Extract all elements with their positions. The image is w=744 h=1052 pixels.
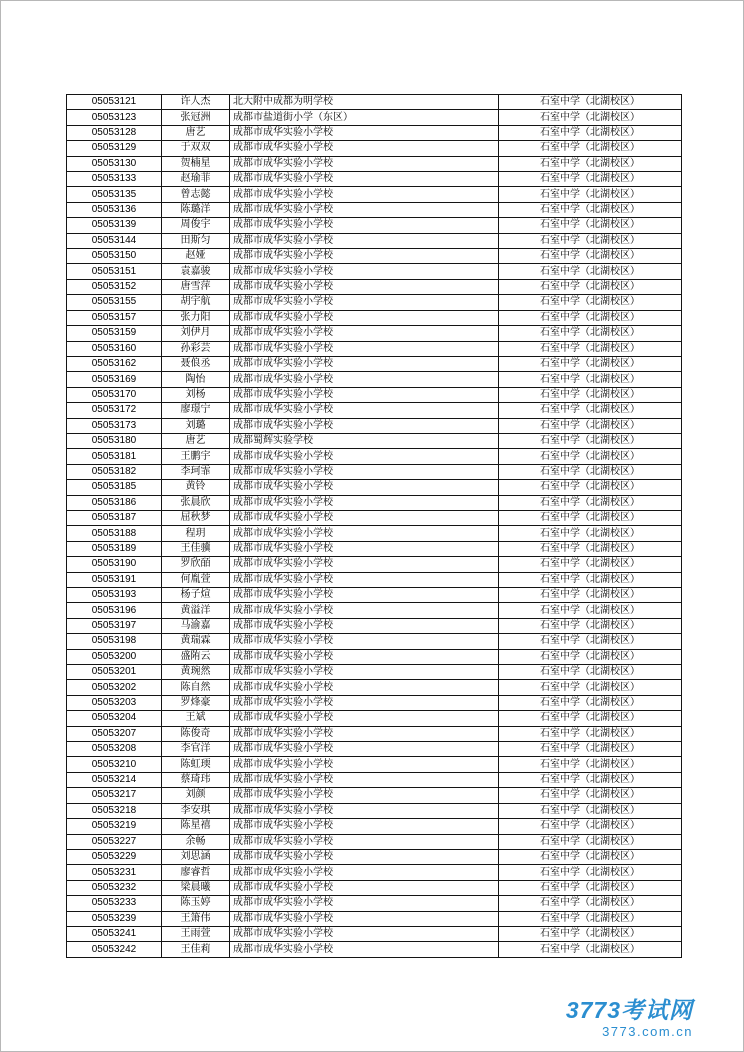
cell-school: 成都市成华实验小学校 bbox=[230, 403, 499, 418]
cell-destination: 石室中学（北湖校区） bbox=[499, 464, 682, 479]
cell-id: 05053159 bbox=[67, 326, 162, 341]
cell-school: 成都市成华实验小学校 bbox=[230, 264, 499, 279]
table-row bbox=[67, 110, 682, 125]
cell-id: 05053121 bbox=[67, 95, 162, 110]
cell-name: 黄溢洋 bbox=[162, 603, 230, 618]
table-row bbox=[67, 372, 682, 387]
cell-school: 成都市成华实验小学校 bbox=[230, 279, 499, 294]
cell-name: 蔡琦玮 bbox=[162, 772, 230, 787]
cell-destination: 石室中学（北湖校区） bbox=[499, 603, 682, 618]
table-row bbox=[67, 711, 682, 726]
cell-destination: 石室中学（北湖校区） bbox=[499, 849, 682, 864]
table-row bbox=[67, 849, 682, 864]
table-row bbox=[67, 403, 682, 418]
cell-id: 05053139 bbox=[67, 218, 162, 233]
cell-school: 成都市成华实验小学校 bbox=[230, 834, 499, 849]
cell-id: 05053233 bbox=[67, 896, 162, 911]
cell-id: 05053200 bbox=[67, 649, 162, 664]
cell-name: 余畅 bbox=[162, 834, 230, 849]
table-row bbox=[67, 942, 682, 958]
cell-name: 周俊宇 bbox=[162, 218, 230, 233]
cell-destination: 石室中学（北湖校区） bbox=[499, 418, 682, 433]
cell-name: 唐艺 bbox=[162, 433, 230, 448]
cell-id: 05053188 bbox=[67, 526, 162, 541]
cell-name: 王斌 bbox=[162, 711, 230, 726]
cell-destination: 石室中学（北湖校区） bbox=[499, 911, 682, 926]
cell-school: 成都市盐道街小学（东区） bbox=[230, 110, 499, 125]
cell-name: 陈星禧 bbox=[162, 819, 230, 834]
cell-destination: 石室中学（北湖校区） bbox=[499, 510, 682, 525]
cell-id: 05053189 bbox=[67, 541, 162, 556]
table-row bbox=[67, 757, 682, 772]
cell-name: 李官洋 bbox=[162, 742, 230, 757]
cell-destination: 石室中学（北湖校区） bbox=[499, 202, 682, 217]
cell-destination: 石室中学（北湖校区） bbox=[499, 387, 682, 402]
cell-name: 杨子煊 bbox=[162, 588, 230, 603]
cell-name: 孙彩芸 bbox=[162, 341, 230, 356]
cell-school: 成都市成华实验小学校 bbox=[230, 557, 499, 572]
cell-id: 05053180 bbox=[67, 433, 162, 448]
cell-school: 成都市成华实验小学校 bbox=[230, 341, 499, 356]
cell-school: 成都市成华实验小学校 bbox=[230, 326, 499, 341]
cell-name: 李珂霏 bbox=[162, 464, 230, 479]
table-row bbox=[67, 387, 682, 402]
cell-name: 刘璐 bbox=[162, 418, 230, 433]
cell-id: 05053229 bbox=[67, 849, 162, 864]
cell-destination: 石室中学（北湖校区） bbox=[499, 649, 682, 664]
cell-destination: 石室中学（北湖校区） bbox=[499, 356, 682, 371]
cell-name: 袁嘉骏 bbox=[162, 264, 230, 279]
cell-id: 05053242 bbox=[67, 942, 162, 958]
table-row bbox=[67, 649, 682, 664]
table-row bbox=[67, 95, 682, 110]
cell-id: 05053160 bbox=[67, 341, 162, 356]
cell-id: 05053144 bbox=[67, 233, 162, 248]
cell-name: 陶怡 bbox=[162, 372, 230, 387]
cell-id: 05053186 bbox=[67, 495, 162, 510]
cell-school: 成都市成华实验小学校 bbox=[230, 603, 499, 618]
table-row bbox=[67, 588, 682, 603]
cell-id: 05053198 bbox=[67, 634, 162, 649]
table-row bbox=[67, 418, 682, 433]
cell-school: 成都市成华实验小学校 bbox=[230, 803, 499, 818]
cell-name: 陈自然 bbox=[162, 680, 230, 695]
cell-id: 05053214 bbox=[67, 772, 162, 787]
cell-destination: 石室中学（北湖校区） bbox=[499, 326, 682, 341]
cell-school: 成都市成华实验小学校 bbox=[230, 649, 499, 664]
cell-destination: 石室中学（北湖校区） bbox=[499, 680, 682, 695]
cell-destination: 石室中学（北湖校区） bbox=[499, 110, 682, 125]
cell-name: 黄铃 bbox=[162, 480, 230, 495]
cell-id: 05053169 bbox=[67, 372, 162, 387]
cell-id: 05053203 bbox=[67, 695, 162, 710]
cell-id: 05053193 bbox=[67, 588, 162, 603]
cell-school: 成都市成华实验小学校 bbox=[230, 849, 499, 864]
cell-id: 05053151 bbox=[67, 264, 162, 279]
cell-school: 成都市成华实验小学校 bbox=[230, 634, 499, 649]
cell-destination: 石室中学（北湖校区） bbox=[499, 141, 682, 156]
table-row bbox=[67, 680, 682, 695]
table-row bbox=[67, 834, 682, 849]
cell-destination: 石室中学（北湖校区） bbox=[499, 634, 682, 649]
cell-id: 05053182 bbox=[67, 464, 162, 479]
cell-name: 王佳莉 bbox=[162, 942, 230, 958]
cell-destination: 石室中学（北湖校区） bbox=[499, 942, 682, 958]
cell-school: 成都市成华实验小学校 bbox=[230, 695, 499, 710]
cell-name: 李安琪 bbox=[162, 803, 230, 818]
cell-destination: 石室中学（北湖校区） bbox=[499, 557, 682, 572]
table-row bbox=[67, 541, 682, 556]
cell-school: 成都市成华实验小学校 bbox=[230, 742, 499, 757]
cell-destination: 石室中学（北湖校区） bbox=[499, 95, 682, 110]
cell-name: 罗烽豪 bbox=[162, 695, 230, 710]
cell-id: 05053123 bbox=[67, 110, 162, 125]
table-row bbox=[67, 187, 682, 202]
cell-destination: 石室中学（北湖校区） bbox=[499, 588, 682, 603]
cell-name: 赵瑜菲 bbox=[162, 172, 230, 187]
table-row bbox=[67, 772, 682, 787]
watermark bbox=[566, 998, 693, 1039]
table-row bbox=[67, 480, 682, 495]
cell-school: 成都市成华实验小学校 bbox=[230, 880, 499, 895]
table-row bbox=[67, 726, 682, 741]
cell-destination: 石室中学（北湖校区） bbox=[499, 218, 682, 233]
cell-destination: 石室中学（北湖校区） bbox=[499, 726, 682, 741]
cell-id: 05053129 bbox=[67, 141, 162, 156]
cell-id: 05053172 bbox=[67, 403, 162, 418]
cell-destination: 石室中学（北湖校区） bbox=[499, 233, 682, 248]
cell-name: 梁晨曦 bbox=[162, 880, 230, 895]
cell-id: 05053204 bbox=[67, 711, 162, 726]
cell-school: 成都市成华实验小学校 bbox=[230, 172, 499, 187]
cell-name: 胡宇航 bbox=[162, 295, 230, 310]
cell-name: 曾志懿 bbox=[162, 187, 230, 202]
cell-name: 黄琬然 bbox=[162, 665, 230, 680]
cell-name: 廖睿哲 bbox=[162, 865, 230, 880]
cell-school: 成都市成华实验小学校 bbox=[230, 680, 499, 695]
cell-destination: 石室中学（北湖校区） bbox=[499, 495, 682, 510]
cell-school: 成都市成华实验小学校 bbox=[230, 926, 499, 941]
cell-destination: 石室中学（北湖校区） bbox=[499, 156, 682, 171]
cell-name: 唐雪萍 bbox=[162, 279, 230, 294]
cell-name: 王鹏宇 bbox=[162, 449, 230, 464]
cell-name: 王箫伟 bbox=[162, 911, 230, 926]
cell-school: 成都市成华实验小学校 bbox=[230, 156, 499, 171]
cell-school: 成都市成华实验小学校 bbox=[230, 372, 499, 387]
cell-id: 05053173 bbox=[67, 418, 162, 433]
table-row bbox=[67, 464, 682, 479]
cell-name: 黄瑞霖 bbox=[162, 634, 230, 649]
table-row bbox=[67, 819, 682, 834]
cell-id: 05053196 bbox=[67, 603, 162, 618]
cell-id: 05053130 bbox=[67, 156, 162, 171]
table-row bbox=[67, 557, 682, 572]
cell-name: 田斯匀 bbox=[162, 233, 230, 248]
cell-destination: 石室中学（北湖校区） bbox=[499, 372, 682, 387]
cell-name: 何胤萱 bbox=[162, 572, 230, 587]
table-row bbox=[67, 218, 682, 233]
table-row bbox=[67, 911, 682, 926]
cell-id: 05053201 bbox=[67, 665, 162, 680]
table-row bbox=[67, 526, 682, 541]
cell-school: 成都市成华实验小学校 bbox=[230, 711, 499, 726]
cell-id: 05053155 bbox=[67, 295, 162, 310]
cell-name: 贺楠星 bbox=[162, 156, 230, 171]
cell-destination: 石室中学（北湖校区） bbox=[499, 695, 682, 710]
cell-school: 成都市成华实验小学校 bbox=[230, 356, 499, 371]
table-row bbox=[67, 310, 682, 325]
table-row bbox=[67, 880, 682, 895]
cell-destination: 石室中学（北湖校区） bbox=[499, 172, 682, 187]
cell-id: 05053227 bbox=[67, 834, 162, 849]
cell-name: 唐艺 bbox=[162, 125, 230, 140]
table-row bbox=[67, 356, 682, 371]
cell-name: 陈俊奇 bbox=[162, 726, 230, 741]
cell-name: 马渝嘉 bbox=[162, 618, 230, 633]
cell-school: 成都市成华实验小学校 bbox=[230, 495, 499, 510]
cell-destination: 石室中学（北湖校区） bbox=[499, 880, 682, 895]
cell-name: 廖璟宁 bbox=[162, 403, 230, 418]
cell-name: 王佳骥 bbox=[162, 541, 230, 556]
cell-name: 陈璐洋 bbox=[162, 202, 230, 217]
cell-name: 陈玉婷 bbox=[162, 896, 230, 911]
watermark-url-text: 3773.com.cn bbox=[602, 1024, 693, 1039]
cell-id: 05053239 bbox=[67, 911, 162, 926]
cell-school: 成都市成华实验小学校 bbox=[230, 249, 499, 264]
watermark-logo-text: 3773考试网 bbox=[565, 996, 693, 1023]
cell-destination: 石室中学（北湖校区） bbox=[499, 757, 682, 772]
table-row bbox=[67, 141, 682, 156]
cell-school: 成都市成华实验小学校 bbox=[230, 572, 499, 587]
cell-school: 成都市成华实验小学校 bbox=[230, 418, 499, 433]
cell-id: 05053207 bbox=[67, 726, 162, 741]
cell-destination: 石室中学（北湖校区） bbox=[499, 403, 682, 418]
cell-id: 05053128 bbox=[67, 125, 162, 140]
cell-id: 05053135 bbox=[67, 187, 162, 202]
table-row bbox=[67, 510, 682, 525]
cell-id: 05053133 bbox=[67, 172, 162, 187]
cell-id: 05053150 bbox=[67, 249, 162, 264]
cell-name: 张晨欣 bbox=[162, 495, 230, 510]
cell-school: 成都市成华实验小学校 bbox=[230, 187, 499, 202]
table-row bbox=[67, 896, 682, 911]
table-row bbox=[67, 572, 682, 587]
cell-destination: 石室中学（北湖校区） bbox=[499, 310, 682, 325]
cell-id: 05053185 bbox=[67, 480, 162, 495]
cell-destination: 石室中学（北湖校区） bbox=[499, 896, 682, 911]
cell-destination: 石室中学（北湖校区） bbox=[499, 772, 682, 787]
cell-id: 05053208 bbox=[67, 742, 162, 757]
cell-destination: 石室中学（北湖校区） bbox=[499, 295, 682, 310]
cell-destination: 石室中学（北湖校区） bbox=[499, 834, 682, 849]
cell-destination: 石室中学（北湖校区） bbox=[499, 187, 682, 202]
table-row bbox=[67, 634, 682, 649]
cell-school: 成都市成华实验小学校 bbox=[230, 618, 499, 633]
cell-name: 王雨萱 bbox=[162, 926, 230, 941]
cell-school: 成都市成华实验小学校 bbox=[230, 865, 499, 880]
cell-id: 05053217 bbox=[67, 788, 162, 803]
cell-id: 05053181 bbox=[67, 449, 162, 464]
cell-destination: 石室中学（北湖校区） bbox=[499, 711, 682, 726]
cell-id: 05053157 bbox=[67, 310, 162, 325]
table-row bbox=[67, 618, 682, 633]
cell-name: 赵娅 bbox=[162, 249, 230, 264]
cell-destination: 石室中学（北湖校区） bbox=[499, 526, 682, 541]
cell-name: 张力阳 bbox=[162, 310, 230, 325]
cell-destination: 石室中学（北湖校区） bbox=[499, 926, 682, 941]
cell-name: 刘杨 bbox=[162, 387, 230, 402]
cell-school: 成都蜀辉实验学校 bbox=[230, 433, 499, 448]
table-row bbox=[67, 665, 682, 680]
cell-id: 05053210 bbox=[67, 757, 162, 772]
cell-destination: 石室中学（北湖校区） bbox=[499, 803, 682, 818]
table-row bbox=[67, 172, 682, 187]
cell-school: 成都市成华实验小学校 bbox=[230, 480, 499, 495]
table-row bbox=[67, 295, 682, 310]
table-row bbox=[67, 865, 682, 880]
cell-destination: 石室中学（北湖校区） bbox=[499, 865, 682, 880]
cell-id: 05053136 bbox=[67, 202, 162, 217]
roster-body bbox=[67, 95, 682, 958]
cell-id: 05053232 bbox=[67, 880, 162, 895]
cell-school: 成都市成华实验小学校 bbox=[230, 526, 499, 541]
cell-destination: 石室中学（北湖校区） bbox=[499, 264, 682, 279]
cell-destination: 石室中学（北湖校区） bbox=[499, 249, 682, 264]
cell-id: 05053152 bbox=[67, 279, 162, 294]
cell-name: 陈虹瑌 bbox=[162, 757, 230, 772]
cell-id: 05053241 bbox=[67, 926, 162, 941]
table-row bbox=[67, 125, 682, 140]
cell-id: 05053190 bbox=[67, 557, 162, 572]
cell-school: 成都市成华实验小学校 bbox=[230, 665, 499, 680]
cell-id: 05053218 bbox=[67, 803, 162, 818]
cell-school: 成都市成华实验小学校 bbox=[230, 541, 499, 556]
cell-school: 成都市成华实验小学校 bbox=[230, 295, 499, 310]
cell-name: 于双双 bbox=[162, 141, 230, 156]
table-row bbox=[67, 341, 682, 356]
cell-destination: 石室中学（北湖校区） bbox=[499, 341, 682, 356]
cell-id: 05053170 bbox=[67, 387, 162, 402]
cell-destination: 石室中学（北湖校区） bbox=[499, 541, 682, 556]
cell-school: 成都市成华实验小学校 bbox=[230, 233, 499, 248]
cell-id: 05053219 bbox=[67, 819, 162, 834]
cell-school: 成都市成华实验小学校 bbox=[230, 125, 499, 140]
table-row bbox=[67, 603, 682, 618]
cell-destination: 石室中学（北湖校区） bbox=[499, 480, 682, 495]
cell-name: 许人杰 bbox=[162, 95, 230, 110]
cell-school: 成都市成华实验小学校 bbox=[230, 218, 499, 233]
cell-destination: 石室中学（北湖校区） bbox=[499, 788, 682, 803]
cell-school: 成都市成华实验小学校 bbox=[230, 310, 499, 325]
table-row bbox=[67, 695, 682, 710]
cell-destination: 石室中学（北湖校区） bbox=[499, 433, 682, 448]
cell-school: 成都市成华实验小学校 bbox=[230, 449, 499, 464]
cell-school: 成都市成华实验小学校 bbox=[230, 202, 499, 217]
cell-name: 刘思涵 bbox=[162, 849, 230, 864]
cell-school: 成都市成华实验小学校 bbox=[230, 772, 499, 787]
table-row bbox=[67, 279, 682, 294]
table-row bbox=[67, 264, 682, 279]
table-row bbox=[67, 249, 682, 264]
cell-school: 成都市成华实验小学校 bbox=[230, 757, 499, 772]
table-row bbox=[67, 156, 682, 171]
student-roster-table bbox=[66, 94, 682, 958]
cell-id: 05053231 bbox=[67, 865, 162, 880]
table-row bbox=[67, 233, 682, 248]
cell-name: 盛陏云 bbox=[162, 649, 230, 664]
cell-destination: 石室中学（北湖校区） bbox=[499, 819, 682, 834]
cell-school: 成都市成华实验小学校 bbox=[230, 788, 499, 803]
cell-destination: 石室中学（北湖校区） bbox=[499, 572, 682, 587]
table-row bbox=[67, 202, 682, 217]
table-row bbox=[67, 742, 682, 757]
cell-school: 北大附中成都为明学校 bbox=[230, 95, 499, 110]
cell-school: 成都市成华实验小学校 bbox=[230, 464, 499, 479]
cell-name: 罗欣皕 bbox=[162, 557, 230, 572]
cell-id: 05053202 bbox=[67, 680, 162, 695]
table-row bbox=[67, 788, 682, 803]
cell-id: 05053197 bbox=[67, 618, 162, 633]
cell-name: 聂俍丞 bbox=[162, 356, 230, 371]
table-row bbox=[67, 926, 682, 941]
cell-name: 刘颜 bbox=[162, 788, 230, 803]
table-row bbox=[67, 803, 682, 818]
cell-id: 05053187 bbox=[67, 510, 162, 525]
cell-destination: 石室中学（北湖校区） bbox=[499, 279, 682, 294]
cell-name: 刘伊月 bbox=[162, 326, 230, 341]
cell-name: 屈秋梦 bbox=[162, 510, 230, 525]
cell-name: 程玥 bbox=[162, 526, 230, 541]
table-row bbox=[67, 326, 682, 341]
cell-school: 成都市成华实验小学校 bbox=[230, 510, 499, 525]
cell-id: 05053162 bbox=[67, 356, 162, 371]
cell-school: 成都市成华实验小学校 bbox=[230, 726, 499, 741]
cell-destination: 石室中学（北湖校区） bbox=[499, 665, 682, 680]
cell-destination: 石室中学（北湖校区） bbox=[499, 449, 682, 464]
cell-name: 张冠洲 bbox=[162, 110, 230, 125]
cell-school: 成都市成华实验小学校 bbox=[230, 911, 499, 926]
cell-destination: 石室中学（北湖校区） bbox=[499, 618, 682, 633]
cell-destination: 石室中学（北湖校区） bbox=[499, 125, 682, 140]
cell-school: 成都市成华实验小学校 bbox=[230, 819, 499, 834]
cell-school: 成都市成华实验小学校 bbox=[230, 896, 499, 911]
cell-destination: 石室中学（北湖校区） bbox=[499, 742, 682, 757]
table-row bbox=[67, 495, 682, 510]
cell-school: 成都市成华实验小学校 bbox=[230, 588, 499, 603]
cell-school: 成都市成华实验小学校 bbox=[230, 942, 499, 958]
table-row bbox=[67, 449, 682, 464]
cell-school: 成都市成华实验小学校 bbox=[230, 387, 499, 402]
cell-id: 05053191 bbox=[67, 572, 162, 587]
cell-school: 成都市成华实验小学校 bbox=[230, 141, 499, 156]
table-row bbox=[67, 433, 682, 448]
